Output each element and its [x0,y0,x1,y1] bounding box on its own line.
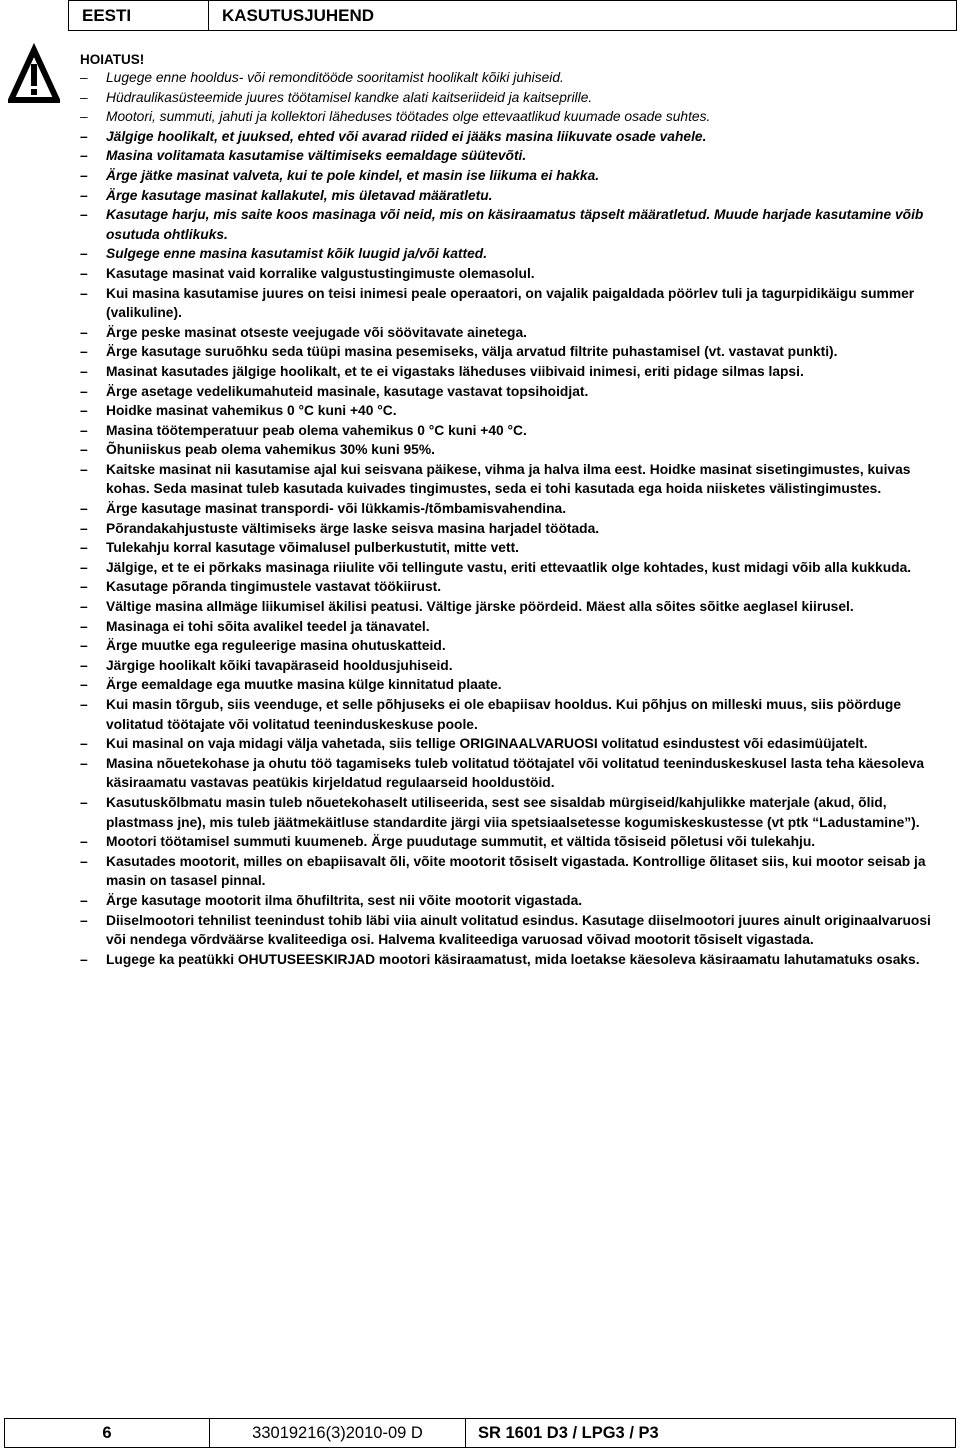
list-dash: – [80,422,88,438]
warning-item [80,950,952,970]
warning-item-text: Kui masina kasutamise juures on teisi inimesi peale operaatori, on vajalik paigaldada pöörlev tuli ja tagurpidikäigu summer (valikuline). [106,285,915,321]
warning-item [80,127,952,147]
list-dash: – [80,403,88,419]
warning-item-text: Järgige hoolikalt kõiki tavapäraseid hooldusjuhiseid. [106,657,453,673]
document-code: 33019216(3)2010-09 D [210,1419,466,1447]
list-dash: – [80,128,88,144]
model-name: SR 1601 D3 / LPG3 / P3 [478,1424,659,1442]
list-dash: – [80,344,88,360]
warning-item [80,166,952,186]
list-dash: – [80,834,88,850]
list-dash: – [80,383,88,399]
list-dash: – [80,892,88,908]
warning-item-text: Kaitske masinat nii kasutamise ajal kui seisvana päikese, vihma ja halva ilma eest. Hoidke masinat sisetingimustes, kuivas kohas. Seda masinat tuleb kasutada kuivades tingimustes, seda ei tohi kasutada ega hoida niisketes välistingimustes. [106,461,911,497]
list-dash: – [80,501,88,517]
warning-item [80,499,952,519]
list-dash: – [80,657,88,673]
warning-item [80,538,952,558]
warning-item [80,519,952,539]
warning-item-text: Vältige masina allmäge liikumisel äkilisi peatusi. Vältige järske pöördeid. Mäest alla sõites sõitke aeglasel kiirusel. [106,599,854,615]
list-dash: – [80,187,88,203]
list-dash: – [80,579,88,595]
warning-item [80,617,952,637]
warning-item [80,656,952,676]
list-dash: – [80,951,88,967]
warning-item-text: Lugege enne hooldus- või remonditööde sooritamist hoolikalt kõiki juhiseid. [106,70,564,85]
list-dash: – [80,461,88,477]
warning-item-text: Kasutage harju, mis saite koos masinaga või neid, mis on käsiraamatus täpselt määratletud. Muude harjade kasutamine võib osutuda ohtlikuks. [106,207,924,242]
warning-item [80,558,952,578]
warning-item-text: Jälgige hoolikalt, et juuksed, ehted või avarad riided ei jääks masina liikuvate osade vahele. [106,128,707,144]
warning-item [80,891,952,911]
warning-item-text: Masinaga ei tohi sõita avalikel teedel ja tänavatel. [106,618,430,634]
list-dash: – [80,246,88,262]
warning-item [80,577,952,597]
list-dash: – [80,618,88,634]
list-dash: – [80,363,88,379]
warning-item [80,852,952,891]
list-dash: – [80,89,88,105]
warning-item-text: Ärge peske masinat otseste veejugade või söövitavate ainetega. [106,324,527,340]
list-dash: – [80,677,88,693]
warning-item [80,264,952,284]
warning-item [80,146,952,166]
warning-item-text: Ärge kasutage mootorit ilma õhufiltrita, sest nii võite mootorit vigastada. [106,892,583,908]
warning-item [80,68,952,88]
list-dash: – [80,265,88,281]
list-dash: – [80,736,88,752]
list-dash: – [80,697,88,712]
warning-item-text: Hoidke masinat vahemikus 0 °C kuni +40 °C. [106,403,397,419]
warning-item [80,754,952,793]
warning-item [80,362,952,382]
warning-item [80,675,952,695]
warning-item-text: Ärge muutke ega reguleerige masina ohutuskatteid. [106,638,446,654]
list-dash: – [80,109,88,125]
list-dash: – [80,794,88,810]
page-header [68,0,957,31]
list-dash: – [80,638,88,654]
page-number: 6 [5,1419,210,1447]
warning-item-text: Kasutades mootorit, milles on ebapiisavalt õli, võite mootorit tõsiselt vigastada. Kontrollige õlitaset siis, kui mootor seisab ja masin on tasasel pinnal. [106,853,926,889]
warning-item-text: Kasutage põranda tingimustele vastavat töökiirust. [106,579,442,595]
list-dash: – [80,599,88,615]
warning-item-text: Masinat kasutades jälgige hoolikalt, et te ei vigastaks läheduses viibivaid inimesi, eriti pidage silmas lapsi. [106,363,804,379]
warning-item-text: Diiselmootori tehnilist teenindust tohib läbi viia ainult volitatud esindus. Kasutage diiselmootori juures ainult originaalvaruosi või nendega võrdväärse kvaliteediga osi. Halvema kvaliteediga varuosad võivad mootorit tõsiselt vigastada. [106,912,931,948]
warning-item [80,88,952,108]
warning-item-text: Tulekahju korral kasutage võimalusel pulberkustutit, mitte vett. [106,540,519,556]
warning-item-text: Hüdraulikasüsteemide juures töötamisel kandke alati kaitseriideid ja kaitseprille. [106,89,593,105]
warning-item-text: Mootori, summuti, jahuti ja kollektori läheduses töötades olge ettevaatlikud kuumade osade suhtes. [106,109,711,125]
list-dash: – [80,520,88,536]
warning-item [80,460,952,499]
warning-item [80,107,952,127]
warning-item [80,284,952,323]
warning-item-text: Põrandakahjustuste vältimiseks ärge laske seisva masina harjadel töötada. [106,520,600,536]
list-dash: – [80,285,88,301]
warning-item-text: Õhuniiskus peab olema vahemikus 30% kuni 95%. [106,442,435,458]
warning-item [80,636,952,656]
warning-item [80,186,952,206]
warning-item-text: Ärge kasutage suruõhku seda tüüpi masina pesemiseks, välja arvatud filtrite puhastamisel (vt. vastavat punkti). [106,344,838,360]
warning-item [80,323,952,343]
warning-item-text: Kasutuskõlbmatu masin tuleb nõuetekohaselt utiliseerida, sest see sisaldab mürgiseid/kahjulikke materjale (akud, õlid, plastmass jne), mis tuleb jäätmekäitluse standardite järgi viia spetsiaalsetesse kogumiskeskustesse (vt ptk “Ladustamine”). [106,794,920,830]
list-dash: – [80,540,88,556]
warning-item [80,342,952,362]
warning-item-text: Kui masin tõrgub, siis veenduge, et selle põhjuseks ei ole ebapiisav hooldus. Kui põhjus on milleski muus, siis pöörduge volitatud töötajate või volitatud teeninduskeskuse poole. [106,697,902,732]
list-dash: – [80,442,88,458]
warning-list [80,68,952,969]
warning-item [80,597,952,617]
list-dash: – [80,167,88,183]
warning-item [80,911,952,950]
warning-item [80,440,952,460]
warning-item-text: Ärge asetage vedelikumahuteid masinale, kasutage vastavat topsihoidjat. [106,383,589,399]
warning-item-text: Ärge kasutage masinat kallakutel, mis ületavad määratletu. [106,187,493,203]
warning-item-text: Kasutage masinat vaid korralike valgustustingimuste olemasolul. [106,265,535,281]
list-dash: – [80,324,88,340]
warning-item [80,832,952,852]
warning-item-text: Masina töötemperatuur peab olema vahemikus 0 °C kuni +40 °C. [106,422,527,438]
page-footer [4,1418,956,1448]
list-dash: – [80,853,88,869]
warning-item-text: Masina volitamata kasutamise vältimiseks eemaldage süütevõti. [106,148,527,164]
list-dash: – [80,70,88,85]
warning-item-text: Ärge kasutage masinat transpordi- või lükkamis-/tõmbamisvahendina. [106,501,567,517]
list-dash: – [80,148,88,164]
warning-item-text: Kui masinal on vaja midagi välja vahetada, siis tellige ORIGINAALVARUOSI volitatud esindustest või edasimüüjatelt. [106,736,868,752]
warning-item [80,421,952,441]
warning-item [80,205,952,244]
warning-item [80,401,952,421]
list-dash: – [80,755,88,771]
warning-item [80,382,952,402]
list-dash: – [80,207,88,223]
warning-item [80,734,952,754]
warning-triangle-icon [8,42,60,108]
section-title: KASUTUSJUHEND [222,6,375,25]
warning-item-text: Lugege ka peatükki OHUTUSEESKIRJAD mootori käsiraamatust, mida loetakse käesoleva käsiraamatu lahutamatuks osaks. [106,951,920,967]
warning-title: HOIATUS! [80,52,145,67]
warning-item-text: Masina nõuetekohase ja ohutu töö tagamiseks tuleb volitatud töötajatel või volitatud teeninduskeskusel lasta teha käesoleva käsiraamatu vastavas peatükis kirjeldatud regulaarseid hooldustöid. [106,755,925,791]
warning-item-text: Ärge jätke masinat valveta, kui te pole kindel, et masin ise liikuma ei hakka. [106,167,600,183]
warning-item-text: Ärge eemaldage ega muutke masina külge kinnitatud plaate. [106,677,502,693]
language-label: EESTI [69,1,209,30]
warning-item-text: Mootori töötamisel summuti kuumeneb. Ärge puudutage summutit, et vältida tõsiseid põletusi või tulekahju. [106,834,816,850]
list-dash: – [80,559,88,575]
warning-item [80,695,952,734]
list-dash: – [80,912,88,928]
warning-item [80,793,952,832]
warning-item-text: Sulgege enne masina kasutamist kõik luugid ja/või katted. [106,246,488,262]
warning-item [80,244,952,264]
warning-item-text: Jälgige, et te ei põrkaks masinaga riiulite või tellingute vastu, eriti ettevaatlik olge kohtades, kust midagi võib alla kukkuda. [106,559,912,575]
